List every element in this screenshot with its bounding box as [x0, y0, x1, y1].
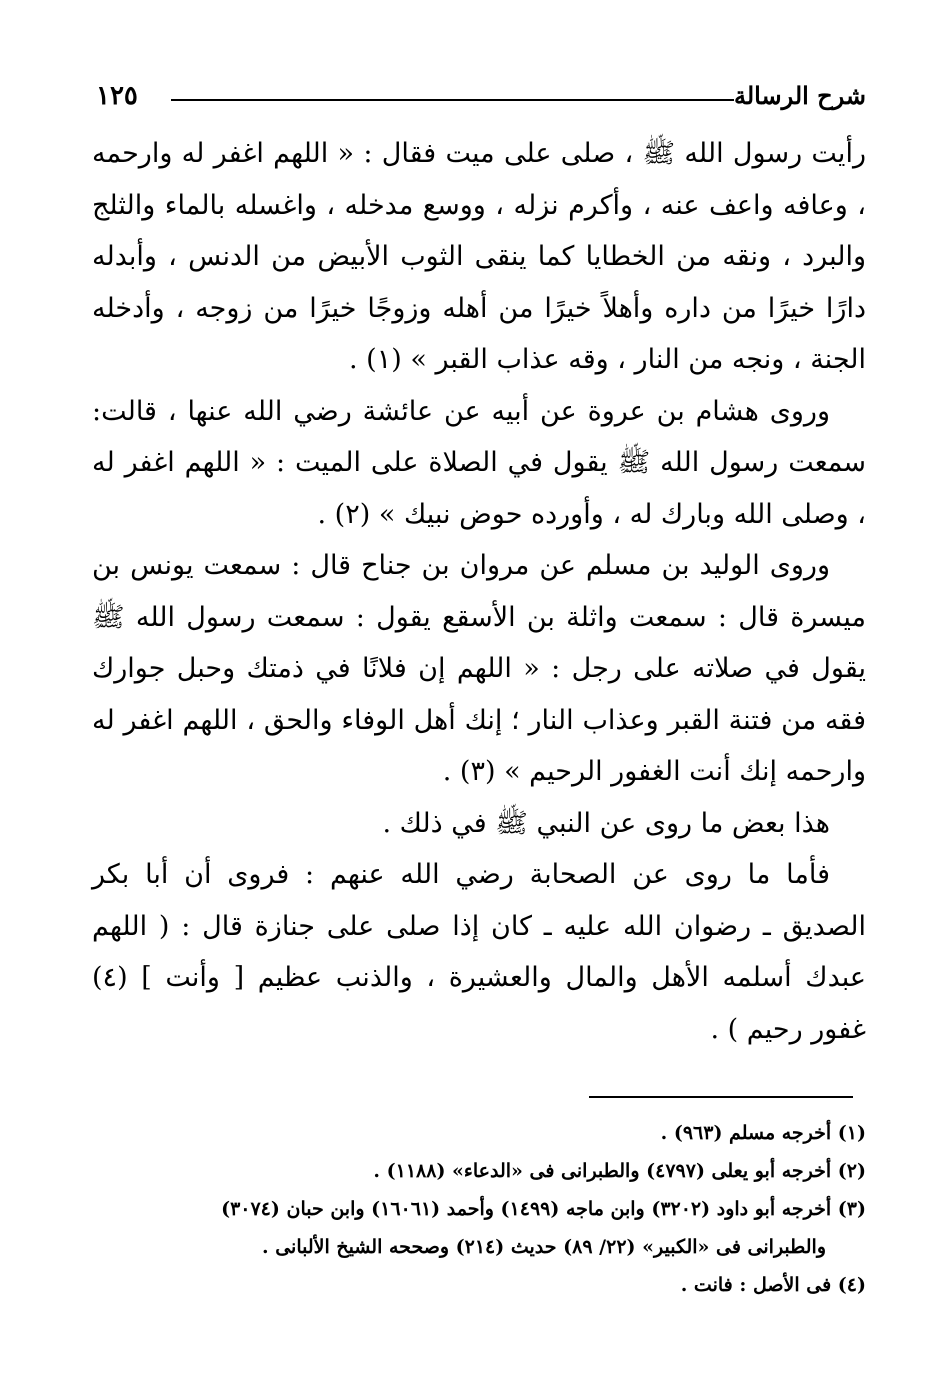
footnote: (٢) أخرجه أبو يعلى (٤٧٩٧) والطبرانى فى «الدعاء» (١١٨٨) . [373, 1160, 866, 1182]
paragraph: وروى الوليد بن مسلم عن مروان بن جناح قال : سمعت يونس بن ميسرة قال : سمعت واثلة بن الأسقع يقول : سمعت رسول الله ﷺ يقول في صلاته على رجل : « اللهم إن فلانًا في ذمتك وحبل جوارك فقه من فتنة القبر وعذاب النار ؛ إنك أهل الوفاء والحق ، اللهم اغفر له وارحمه إنك أنت الغفور الرحيم » (٣) . [92, 550, 866, 787]
main-text [92, 128, 866, 1055]
footnote-separator [589, 1096, 853, 1098]
paragraph: هذا بعض ما روى عن النبي ﷺ في ذلك . [382, 807, 830, 839]
header-rule [171, 99, 734, 101]
footnote: (٤) فى الأصل : فانت . [680, 1274, 866, 1296]
paragraph: رأيت رسول الله ﷺ ، صلى على ميت فقال : « اللهم اغفر له وارحمه ، وعافه واعف عنه ، وأكرم نزله ، ووسع مدخله ، واغسله بالماء والثلج والبرد ، ونقه من الخطايا كما ينقى الثوب الأبيض من الدنس ، وأبدله دارًا خيرًا من داره وأهلاً خيرًا من أهله وزوجًا خيرًا من زوجه ، وأدخله الجنة ، ونجه من النار ، وقه عذاب القبر » (١) . [92, 138, 866, 375]
footnote-continuation: والطبرانى فى «الكبير» (٢٢/ ٨٩) حديث (٢١٤) وصححه الشيخ الألبانى . [261, 1236, 826, 1258]
footnote: (١) أخرجه مسلم (٩٦٣) . [660, 1122, 866, 1144]
paragraph: وروى هشام بن عروة عن أبيه عن عائشة رضي الله عنها ، قالت: سمعت رسول الله ﷺ يقول في الصلاة على الميت : « اللهم اغفر له ، وصلى الله وبارك له ، وأورده حوض نبيك » (٢) . [92, 395, 866, 530]
footnotes [92, 1114, 866, 1304]
running-title: شرح الرسالة [733, 81, 866, 110]
page-header [96, 78, 866, 118]
paragraph: فأما ما روى عن الصحابة رضي الله عنهم : فروى أن أبا بكر الصديق ـ رضوان الله عليه ـ كان إذا صلى على جنازة قال : ( اللهم عبدك أسلمه الأهل والمال والعشيرة ، والذنب عظيم [ وأنت ] (٤) غفور رحيم ) . [92, 859, 866, 1045]
footnote: (٣) أخرجه أبو داود (٣٢٠٢) وابن ماجه (١٤٩٩) وأحمد (١٦٠٦١) وابن حبان (٣٠٧٤) [221, 1198, 866, 1220]
page-number: ١٢٥ [96, 81, 138, 111]
